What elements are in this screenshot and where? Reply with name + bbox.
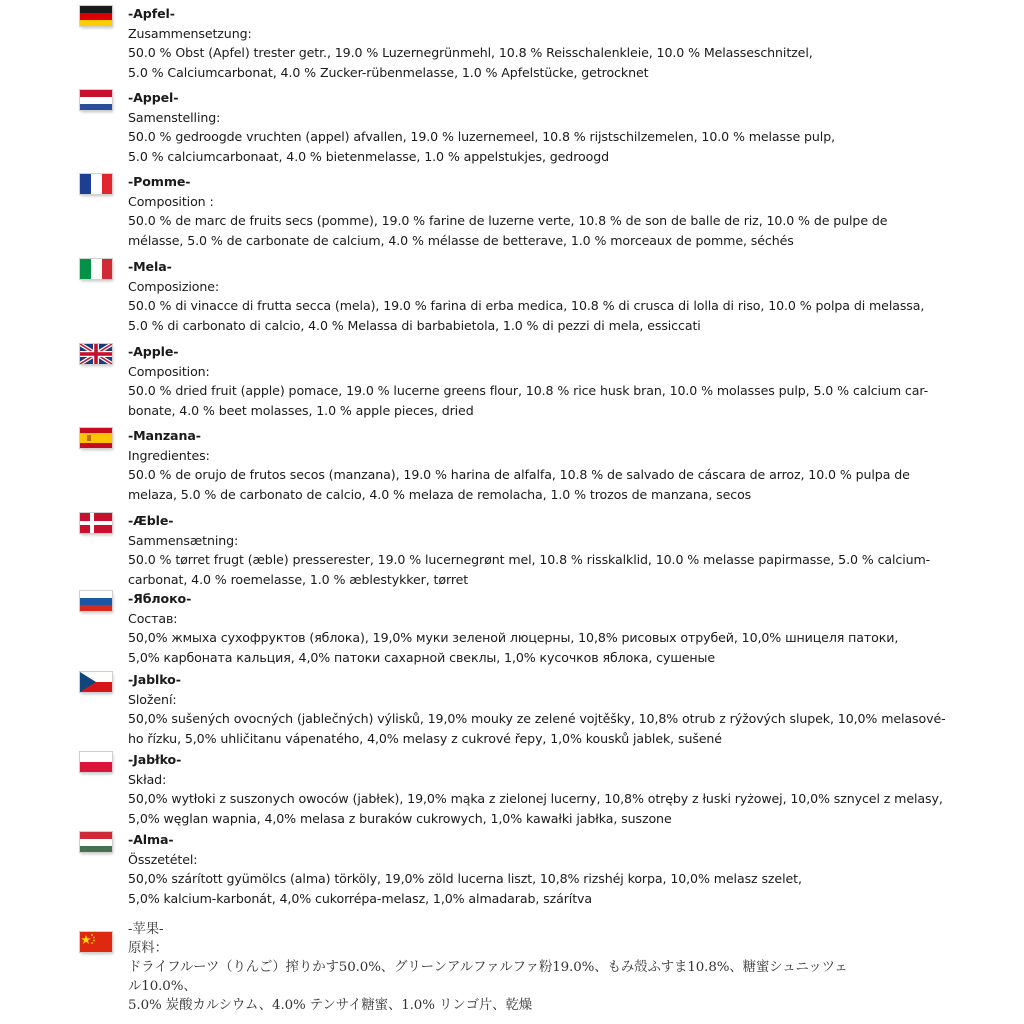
germany-flag-icon <box>80 6 112 26</box>
entry-line: 5.0 % Calciumcarbonat, 4.0 % Zucker-rübenmelasse, 1.0 % Apfelstücke, getrocknet <box>128 64 649 80</box>
entry-label: Composition : <box>128 193 214 209</box>
entry-line: 50.0 % de marc de fruits secs (pomme), 19.0 % farine de luzerne verte, 10.8 % de son de balle de riz, 10.0 % de pulpe de <box>128 213 888 228</box>
entry-italian <box>80 257 1010 335</box>
entry-name: -Яблоко- <box>128 591 192 606</box>
entry-chinese <box>80 920 1010 1015</box>
spain-flag-icon <box>80 428 112 448</box>
entry-name: -苹果- <box>128 922 164 937</box>
entry-russian <box>80 589 1010 667</box>
entry-label: Zusammensetzung: <box>128 25 252 41</box>
entry-czech <box>80 670 1010 748</box>
entry-name: -Manzana- <box>128 428 201 443</box>
entry-german <box>80 4 1010 82</box>
entry-label: Skład: <box>128 771 167 787</box>
entry-label: Ingredientes: <box>128 447 210 463</box>
entry-english <box>80 342 1010 420</box>
entry-name: -Apfel- <box>128 6 175 21</box>
entry-line: 50.0 % di vinacce di frutta secca (mela), 19.0 % farina di erba medica, 10.8 % di crusca di lolla di riso, 10.0 % polpa di melassa, <box>128 298 925 313</box>
entry-line: 5.0% 炭酸カルシウム、4.0% テンサイ糖蜜、1.0% リンゴ片、乾燥 <box>128 998 533 1013</box>
china-flag-icon <box>80 932 112 952</box>
entry-line: 5.0 % calciumcarbonaat, 4.0 % bietenmelasse, 1.0 % appelstukjes, gedroogd <box>128 148 609 164</box>
entry-label: Sammensætning: <box>128 532 239 548</box>
entry-line: 5,0% карбоната кальция, 4,0% патоки сахарной свеклы, 1,0% кусочков яблока, сушеные <box>128 649 716 665</box>
entry-line: ho řízku, 5,0% uhličitanu vápenatého, 4,0% melasy z cukrové řepy, 1,0% kousků jablek, sušené <box>128 730 722 746</box>
entry-danish <box>80 511 1010 589</box>
entry-dutch <box>80 88 1010 166</box>
entry-line: carbonat, 4.0 % roemelasse, 1.0 % æblestykker, tørret <box>128 571 469 587</box>
entry-name: -Jabłko- <box>128 752 182 767</box>
entry-label: Složení: <box>128 691 177 707</box>
entry-line: mélasse, 5.0 % de carbonate de calcium, 4.0 % mélasse de betterave, 1.0 % morceaux de pomme, séchés <box>128 232 794 248</box>
entry-line: melaza, 5.0 % de carbonato de calcio, 4.0 % melaza de remolacha, 1.0 % trozos de manzana, secos <box>128 486 752 502</box>
entry-line: 50.0 % dried fruit (apple) pomace, 19.0 % lucerne greens flour, 10.8 % rice husk bran, 10.0 % molasses pulp, 5.0 % calcium car- <box>128 383 929 398</box>
denmark-flag-icon <box>80 513 112 533</box>
entry-line: 50.0 % tørret frugt (æble) presserester, 19.0 % lucernegrønt mel, 10.8 % risskalklid, 10.0 % melasse papirmasse, 5.0 % calcium- <box>128 552 931 567</box>
entry-label: 原料： <box>128 941 168 956</box>
entry-spanish <box>80 426 1010 504</box>
entry-line: 50.0 % de orujo de frutos secos (manzana), 19.0 % harina de alfalfa, 10.8 % de salvado de cáscara de arroz, 10.0 % pulpa de <box>128 467 910 482</box>
entry-name: -Apple- <box>128 344 179 359</box>
france-flag-icon <box>80 174 112 194</box>
entry-line: 50,0% szárított gyümölcs (alma) törköly, 19,0% zöld lucerna liszt, 10,8% rizshéj korpa, 10,0% melasz szelet, <box>128 871 802 886</box>
russia-flag-icon <box>80 591 112 611</box>
entry-label: Összetétel: <box>128 851 198 867</box>
entry-line: 50,0% sušených ovocných (jablečných) výlisků, 19,0% mouky ze zelené vojtěšky, 10,8% otrub z rýžových slupek, 10,0% melasové- <box>128 711 946 726</box>
poland-flag-icon <box>80 752 112 772</box>
entry-label: Samenstelling: <box>128 109 221 125</box>
entry-name: -Æble- <box>128 513 174 528</box>
united-kingdom-flag-icon <box>80 344 112 364</box>
entry-hungarian <box>80 830 1010 908</box>
entry-label: Composizione: <box>128 278 220 294</box>
italy-flag-icon <box>80 259 112 279</box>
entry-line: 5.0 % di carbonato di calcio, 4.0 % Melassa di barbabietola, 1.0 % di pezzi di mela, essiccati <box>128 317 701 333</box>
entry-line: ドライフルーツ（りんご）搾りかす50.0%、グリーンアルファルファ粉19.0%、もみ殻ふすま10.8%、糖蜜シュニッツェ <box>128 960 848 975</box>
entry-line: bonate, 4.0 % beet molasses, 1.0 % apple pieces, dried <box>128 402 474 418</box>
entry-label: Состав: <box>128 610 178 626</box>
czech-flag-icon <box>80 672 112 692</box>
entry-line: 50,0% жмыха сухофруктов (яблока), 19,0% муки зеленой люцерны, 10,8% рисовых отрубей, 10,0% шницеля патоки, <box>128 630 899 645</box>
entry-line: ル10.0%、 <box>128 979 197 994</box>
entry-name: -Pomme- <box>128 174 191 189</box>
entry-label: Composition: <box>128 363 210 379</box>
entry-polish <box>80 750 1010 828</box>
entry-name: -Mela- <box>128 259 172 274</box>
hungary-flag-icon <box>80 832 112 852</box>
entry-line: 50.0 % gedroogde vruchten (appel) afvallen, 19.0 % luzernemeel, 10.8 % rijstschilzemelen, 10.0 % melasse pulp, <box>128 129 835 144</box>
entry-name: -Jablko- <box>128 672 181 687</box>
entry-french <box>80 172 1010 250</box>
entry-name: -Appel- <box>128 90 179 105</box>
entry-name: -Alma- <box>128 832 174 847</box>
netherlands-flag-icon <box>80 90 112 110</box>
entry-line: 50,0% wytłoki z suszonych owoców (jabłek), 19,0% mąka z zielonej lucerny, 10,8% otręby z łuski ryżowej, 10,0% sznycel z melasy, <box>128 791 943 806</box>
entry-line: 5,0% kalcium-karbonát, 4,0% cukorrépa-melasz, 1,0% almadarab, szárítva <box>128 890 593 906</box>
entry-line: 50.0 % Obst (Apfel) trester getr., 19.0 % Luzernegrünmehl, 10.8 % Reisschalenkleie, 10.0 % Melasseschnitzel, <box>128 45 813 60</box>
entry-line: 5,0% węglan wapnia, 4,0% melasa z buraków cukrowych, 1,0% kawałki jabłka, suszone <box>128 810 672 826</box>
